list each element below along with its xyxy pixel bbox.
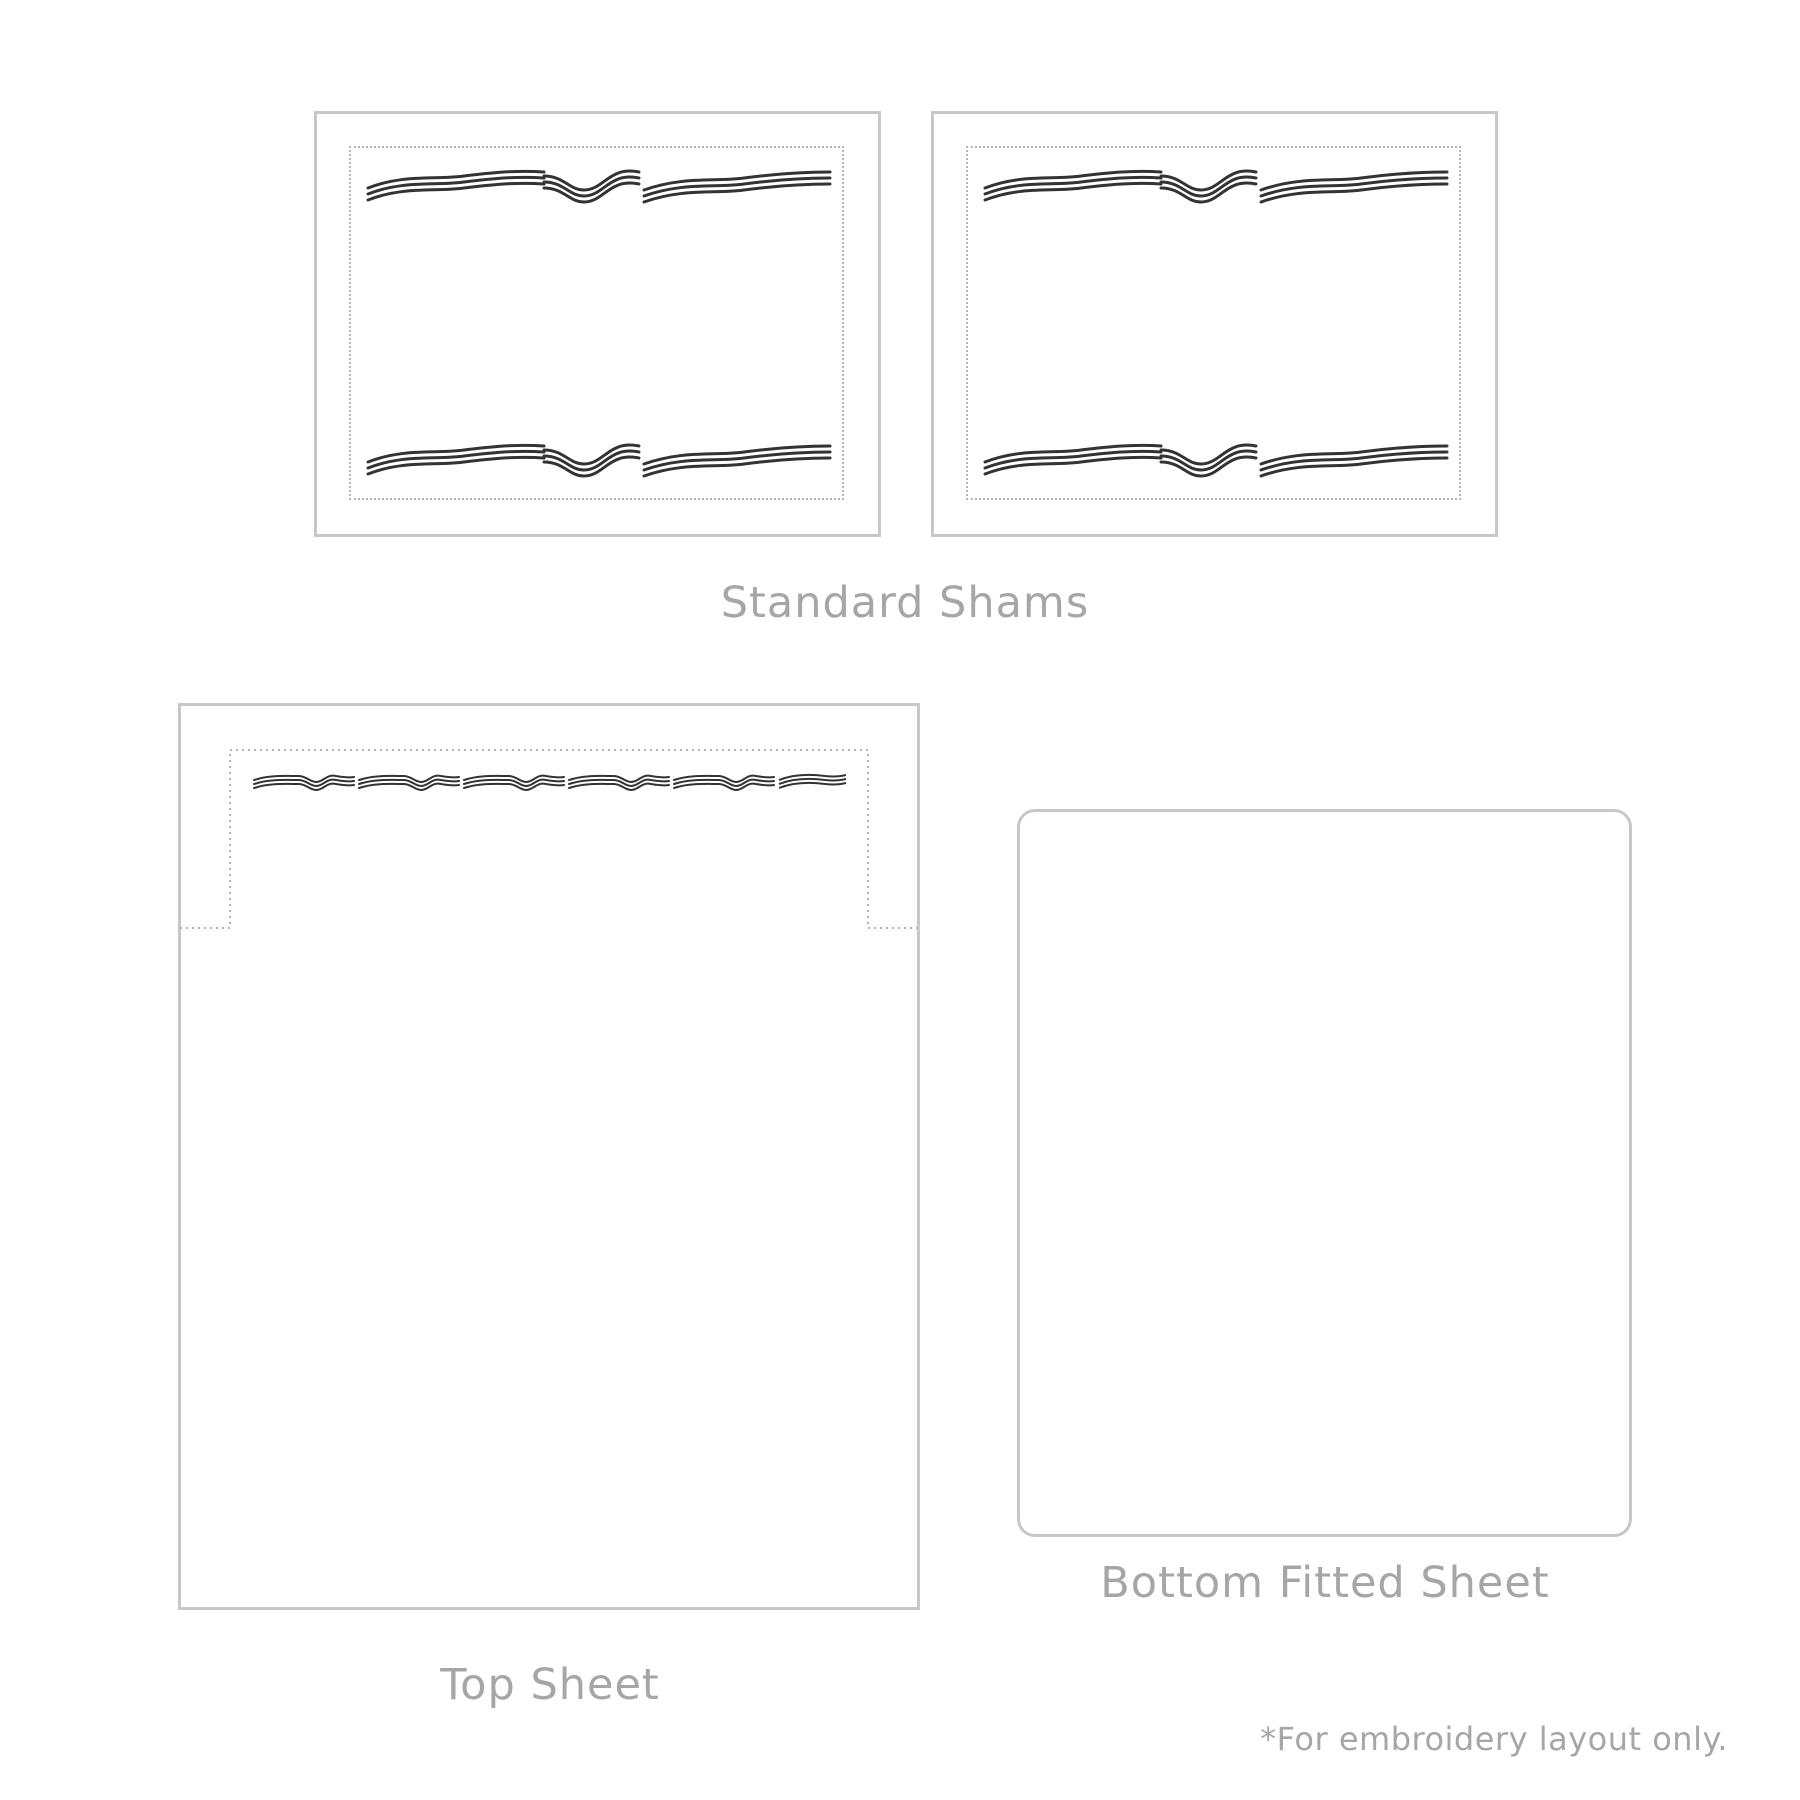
top-sheet-label: Top Sheet: [440, 1660, 660, 1710]
wave-icon: [364, 434, 834, 480]
standard-shams-label: Standard Shams: [720, 578, 1090, 628]
bottom-fitted-sheet-label: Bottom Fitted Sheet: [1100, 1558, 1550, 1608]
wave-icon: [981, 434, 1451, 480]
wave-icon: [981, 160, 1451, 206]
footnote: *For embroidery layout only.: [1260, 1720, 1728, 1758]
bottom-fitted-sheet: [1017, 809, 1632, 1537]
wave-icon: [254, 770, 846, 792]
wave-icon: [364, 160, 834, 206]
